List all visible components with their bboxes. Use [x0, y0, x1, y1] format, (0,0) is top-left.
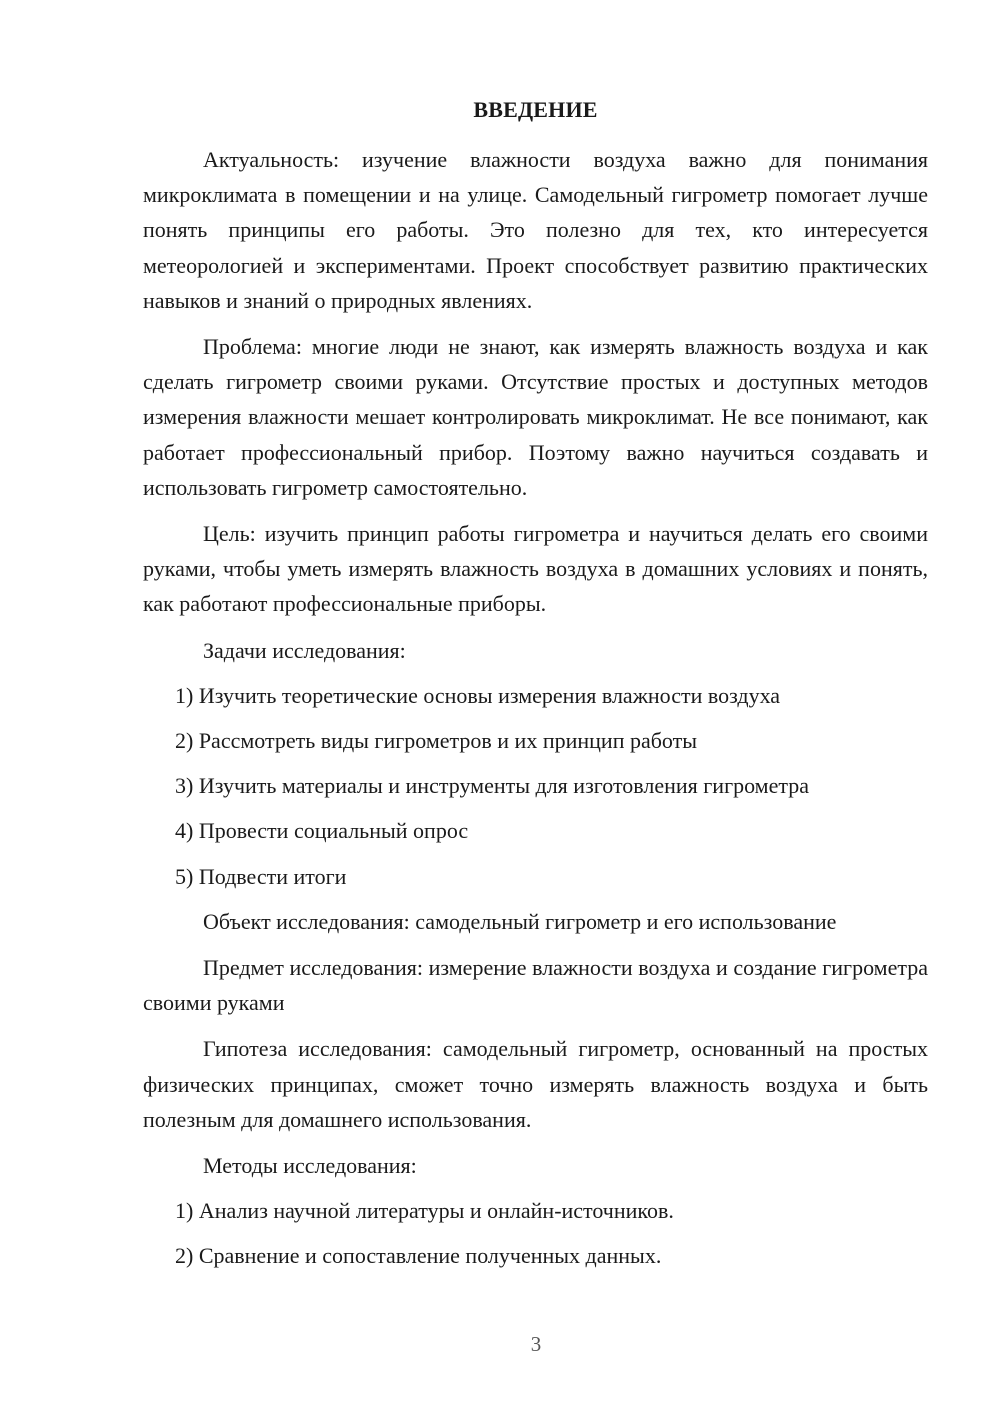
list-item: 2) Сравнение и сопоставление полученных данных. — [175, 1243, 662, 1269]
list-item: 3) Изучить материалы и инструменты для изготовления гигрометра — [175, 773, 810, 799]
list-item: 2) Рассмотреть виды гигрометров и их принцип работы — [175, 728, 698, 754]
section-title: ВВЕДЕНИЕ — [473, 97, 598, 122]
object-paragraph: Объект исследования: самодельный гигрометр и его использование — [203, 908, 837, 934]
methods-heading: Методы исследования: — [203, 1153, 417, 1179]
list-item: 1) Анализ научной литературы и онлайн-источников. — [175, 1198, 674, 1224]
subject-paragraph: Предмет исследования: измерение влажности воздуха и создание гигрометра своими руками — [143, 955, 928, 1016]
problem-paragraph: Проблема: многие люди не знают, как измерять влажность воздуха и как сделать гигрометр своими руками. Отсутствие простых и доступных методов измерения влажности мешает контролировать микроклимат. Не все понимают, как работает профессиональный прибор. Поэтому важно научиться создавать и использовать гигрометр самостоятельно. — [143, 334, 928, 500]
methods-list — [143, 1193, 928, 1273]
list-item: 4) Провести социальный опрос — [175, 818, 469, 844]
list-item: 5) Подвести итоги — [175, 863, 347, 889]
page-number: 3 — [530, 1332, 542, 1356]
hypothesis-paragraph: Гипотеза исследования: самодельный гигрометр, основанный на простых физических принципах, сможет точно измерять влажность воздуха и быть полезным для домашнего использования. — [143, 1036, 928, 1132]
relevance-paragraph: Актуальность: изучение влажности воздуха важно для понимания микроклимата в помещении и на улице. Самодельный гигрометр помогает лучше понять принципы его работы. Это полезно для тех, кто интересуется метеорологией и экспериментами. Проект способствует развитию практических навыков и знаний о природных явлениях. — [143, 147, 928, 313]
goal-paragraph: Цель: изучить принцип работы гигрометра и научиться делать его своими руками, чтобы уметь измерять влажность воздуха в домашних условиях и понять, как работают профессиональные приборы. — [143, 521, 928, 617]
list-item: 1) Изучить теоретические основы измерения влажности воздуха — [175, 682, 781, 708]
document-page — [143, 92, 928, 1284]
tasks-heading: Задачи исследования: — [203, 637, 406, 663]
tasks-list — [143, 678, 928, 894]
